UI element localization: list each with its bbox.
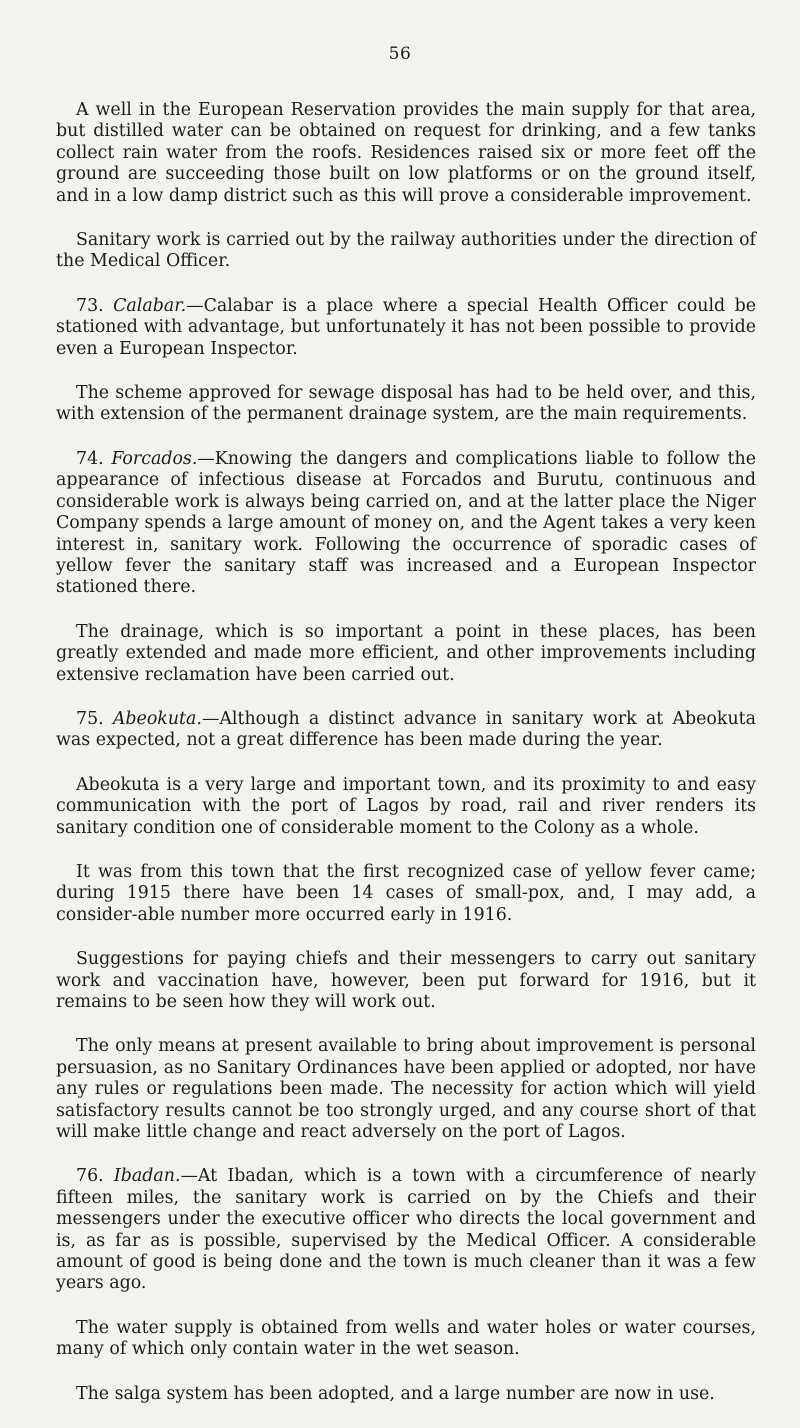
paragraph-text: Abeokuta is a very large and important town, and its proximity to and easy communication with the port of Lagos by road, rail and river renders its sanitary condition one of considerable moment to the Colony as a whole. (56, 774, 756, 838)
paragraph-text: Sanitary work is carried out by the railway authorities under the direction of the Medical Officer. (56, 230, 756, 272)
paragraph-text: —At Ibadan, which is a town with a circumference of nearly fifteen miles, the sanitary work is carried on by the Chiefs and their messengers under the executive officer who directs the local government and is, as far as is possible, supervised by the Medical Officer. A considerable amount of good is being done and the town is much cleaner than it was a few years ago. (56, 1166, 756, 1294)
paragraph (56, 1036, 756, 1143)
paragraph (56, 230, 756, 273)
paragraph-text: The only means at present available to bring about improvement is personal persuasion, as no Sanitary Ordinances have been applied or adopted, nor have any rules or regulations been made. The necessity for action which will yield satisfactory results cannot be too strongly urged, and any course short of that will make little change and react adversely on the port of Lagos. (56, 1036, 756, 1143)
paragraph-text: The scheme approved for sewage disposal has had to be held over, and this, with extension of the permanent drainage system, are the main requirements. (56, 383, 756, 425)
paragraph-text: A well in the European Reservation provides the main supply for that area, but distilled water can be obtained on request for drinking, and a few tanks collect rain water from the roofs. Residences raised six or more feet off the ground are succeeding those built on low platforms or on the ground itself, and in a low damp district such as this will prove a considerable improvement. (56, 100, 756, 206)
paragraph-text: The drainage, which is so important a point in these places, has been greatly extended and made more efficient, and other improvements including extensive reclamation have been carried out. (56, 621, 756, 685)
paragraph-text: —Although a distinct advance in sanitary work at Abeokuta was expected, not a great difference has been made during the year. (56, 708, 756, 751)
paragraph-number: 73. (76, 295, 114, 316)
paragraph (56, 709, 756, 752)
paragraph-text: Suggestions for paying chiefs and their messengers to carry out sanitary work and vaccination have, however, been put forward for 1916, but it remains to be seen how they will work out. (56, 949, 756, 1012)
paragraph (56, 449, 756, 599)
paragraph-heading: Abeokuta. (112, 708, 202, 729)
paragraph (56, 622, 756, 686)
paragraph-heading: Ibadan. (113, 1166, 181, 1187)
paragraph-text: It was from this town that the first recognized case of yellow fever came; during 1915 there have been 14 cases of small-pox, and, I may add, a consider-able number more occurred early in 1916. (56, 861, 756, 925)
paragraph-number: 76. (76, 1166, 114, 1187)
paragraph (56, 1166, 756, 1294)
paragraph-heading: Calabar. (113, 295, 187, 316)
paragraph-text: —Calabar is a place where a special Health Officer could be stationed with advantage, but unfortunately it has not been possible to provide even a European Inspector. (56, 295, 757, 359)
paragraph-number: 75. (76, 708, 113, 729)
paragraph (56, 775, 756, 839)
paragraph-text: —Knowing the dangers and complications liable to follow the appearance of infectious disease at Forcados and Burutu, continuous and considerable work is always being carried on, and at the latter place the Niger Company spends a large amount of money on, and the Agent takes a very keen interest in, sanitary work. Following the occurrence of sporadic cases of yellow fever the sanitary staff was increased and a European Inspector stationed there. (56, 448, 756, 598)
paragraph (56, 383, 756, 426)
paragraph-heading: Forcados. (111, 448, 198, 469)
paragraph-text: The water supply is obtained from wells and water holes or water courses, many of which only contain water in the wet season. (56, 1317, 756, 1360)
paragraph-text: The salga system has been adopted, and a large number are now in use. (76, 1383, 715, 1404)
paragraph (56, 862, 756, 926)
paragraph-number: 74. (76, 448, 112, 469)
page-number: 56 (388, 44, 412, 64)
paragraph (56, 1318, 756, 1361)
paragraph (56, 100, 756, 207)
paragraph (56, 1384, 756, 1405)
paragraph (56, 949, 756, 1013)
paragraph (56, 296, 756, 360)
body-text (56, 100, 756, 1428)
